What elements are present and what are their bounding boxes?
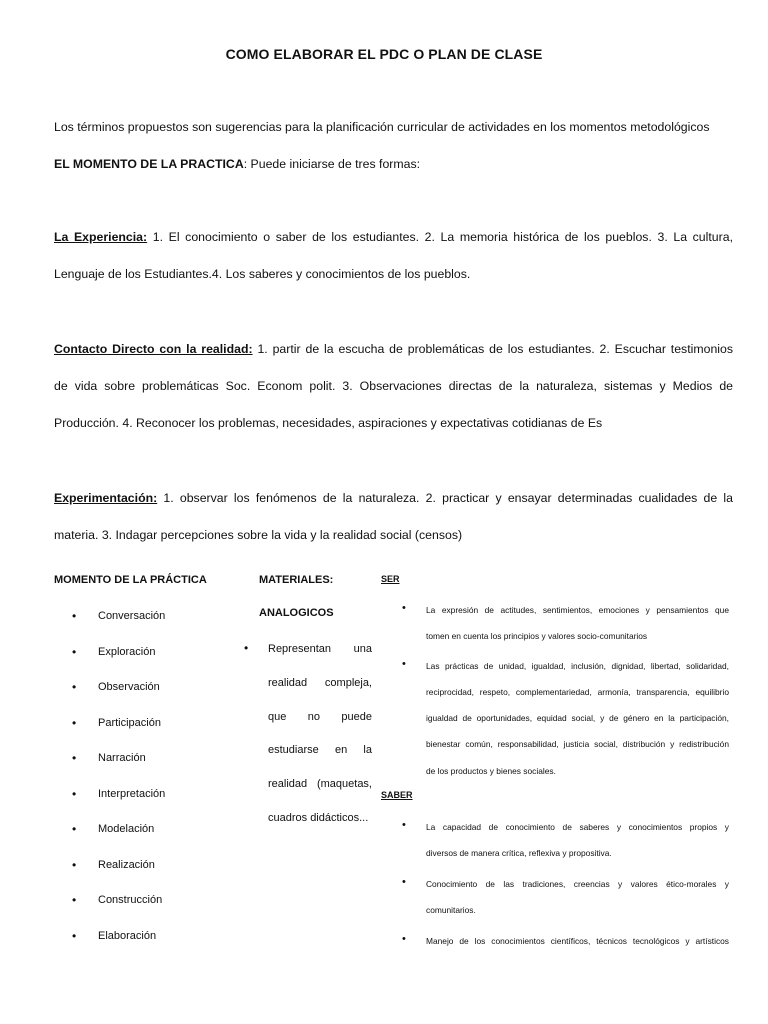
list-item: • Exploración	[72, 644, 165, 680]
list-item: • Conversación	[72, 608, 165, 644]
materiales-line: que no puede	[268, 711, 372, 723]
list-item: • Participación	[72, 715, 165, 751]
experiencia-label: La Experiencia:	[54, 230, 148, 244]
saber-line: La capacidad de conocimiento de saberes y conocimientos propios y	[426, 822, 729, 832]
list-item: • Realización	[72, 857, 165, 893]
list-item: • Narración	[72, 750, 165, 786]
experimentacion-line-1	[54, 490, 733, 506]
bullet-icon: •	[402, 658, 406, 670]
list-item: • Modelación	[72, 821, 165, 857]
contacto-line-2: de vida sobre problemáticas Soc. Econom polit. 3. Observaciones directas de la naturaleza, sistemas y Medios de	[54, 379, 733, 393]
materiales-line: Representan una	[268, 643, 372, 655]
experiencia-line-1	[54, 229, 733, 245]
ser-heading: SER	[381, 574, 400, 584]
experimentacion-line-2: materia. 3. Indagar percepciones sobre la vida y la realidad social (censos)	[54, 528, 463, 542]
materiales-heading: MATERIALES:	[259, 574, 334, 586]
experiencia-text-1: 1. El conocimiento o saber de los estudiantes. 2. La memoria histórica de los pueblos. 3. La cultura,	[147, 230, 733, 244]
ser-line: La expresión de actitudes, sentimientos, emociones y pensamientos que	[426, 605, 729, 615]
momento-list	[72, 608, 165, 963]
contacto-line-1	[54, 341, 733, 357]
list-item: • Construcción	[72, 892, 165, 928]
saber-line: Manejo de los conocimientos científicos, técnicos tecnológicos y artísticos	[426, 936, 729, 946]
experimentacion-label: Experimentación:	[54, 491, 158, 505]
contacto-line-3: Producción. 4. Reconocer los problemas, necesidades, aspiraciones y expectativas cotidianas de Es	[54, 416, 603, 430]
materiales-subheading: ANALOGICOS	[259, 607, 334, 619]
bullet-icon: •	[402, 602, 406, 614]
experiencia-line-2: Lenguaje de los Estudiantes.4. Los saberes y conocimientos de los pueblos.	[54, 267, 471, 281]
materiales-line: realidad compleja,	[268, 677, 372, 689]
experimentacion-text-1: 1. observar los fenómenos de la naturaleza. 2. practicar y ensayar determinadas cualidades de la	[157, 491, 733, 505]
bullet-icon: •	[244, 641, 249, 655]
materiales-line: estudiarse en la	[268, 744, 372, 756]
intro-paragraph: Los términos propuestos son sugerencias para la planificación curricular de actividades en los momentos metodológicos	[54, 120, 710, 134]
list-item: • Elaboración	[72, 928, 165, 964]
bullet-icon: •	[402, 819, 406, 831]
practica-text: : Puede iniciarse de tres formas:	[243, 157, 421, 171]
materiales-line: realidad (maquetas,	[268, 778, 372, 790]
page-title: COMO ELABORAR EL PDC O PLAN DE CLASE	[225, 46, 543, 62]
saber-line: comunitarios.	[426, 905, 476, 915]
saber-heading: SABER	[381, 790, 413, 800]
contacto-label: Contacto Directo con la realidad:	[54, 342, 253, 356]
practica-paragraph	[54, 156, 733, 172]
saber-line: Conocimiento de las tradiciones, creencias y valores ético-morales y	[426, 879, 729, 889]
bullet-icon: •	[402, 933, 406, 945]
ser-line: tomen en cuenta los principios y valores socio-comunitarios	[426, 631, 648, 641]
ser-line: reciprocidad, respeto, complementariedad, armonía, transparencia, equilibrio	[426, 687, 729, 697]
materiales-line: cuadros didácticos...	[268, 812, 369, 824]
practica-label: EL MOMENTO DE LA PRACTICA	[54, 157, 244, 171]
ser-line: bienestar común, responsabilidad, justicia social, distribución y redistribución	[426, 739, 729, 749]
bullet-icon: •	[402, 876, 406, 888]
ser-line: de los productos y bienes sociales.	[426, 766, 556, 776]
list-item: • Interpretación	[72, 786, 165, 822]
ser-line: igualdad de oportunidades, equidad social, y de género en la participación,	[426, 713, 729, 723]
saber-line: diversos de manera crítica, reflexiva y propositiva.	[426, 848, 612, 858]
list-item: • Observación	[72, 679, 165, 715]
ser-line: Las prácticas de unidad, igualdad, inclusión, dignidad, libertad, solidaridad,	[426, 661, 729, 671]
contacto-text-1: 1. partir de la escucha de problemáticas de los estudiantes. 2. Escuchar testimonios	[252, 342, 733, 356]
momento-heading: MOMENTO DE LA PRÁCTICA	[54, 574, 207, 586]
